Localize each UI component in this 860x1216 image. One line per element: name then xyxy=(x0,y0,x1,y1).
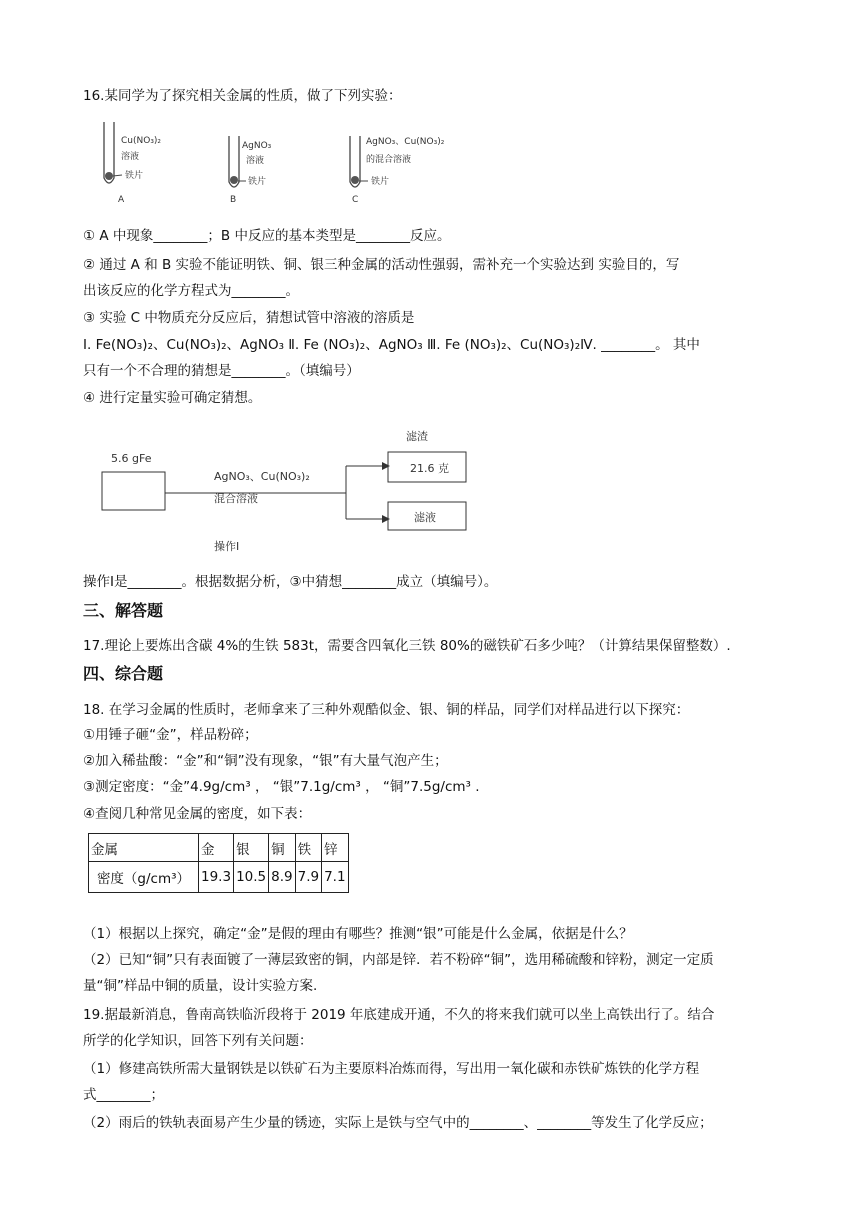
flow-residue-title: 滤渣 xyxy=(406,430,428,443)
tube-b-letter: B xyxy=(230,195,237,205)
filtration-flow-diagram xyxy=(96,422,476,562)
q18-step3: ③测定密度：“金”4.9g/cm³ ， “银”7.1g/cm³ ， “铜”7.5g/cm³ . xyxy=(83,779,480,795)
tube-b-label-1: AgNO₃ xyxy=(242,141,272,151)
table-row xyxy=(89,834,349,862)
tube-b xyxy=(229,136,272,205)
tube-c-label-2: 的混合溶液 xyxy=(366,155,412,165)
table-cell: 铁 xyxy=(295,834,321,862)
table-row xyxy=(89,862,349,893)
flow-operation: 操作Ⅰ xyxy=(214,540,240,553)
q19-question1b: 式________； xyxy=(83,1087,164,1103)
table-cell: 金属 xyxy=(89,834,199,862)
table-cell: 金 xyxy=(199,834,234,862)
flow-fe-label: 5.6 gFe xyxy=(111,452,152,465)
tube-c xyxy=(350,136,445,205)
table-cell: 7.1 xyxy=(322,862,348,893)
flow-residue-value: 21.6 克 xyxy=(410,462,449,475)
q17-text: 17.理论上要炼出含碳 4%的生铁 583t，需要含四氧化三铁 80%的磁铁矿石多少吨？（计算结果保留整数）. xyxy=(83,638,731,654)
q16-part3b: Ⅰ. Fe(NO₃)₂、Cu(NO₃)₂、AgNO₃ Ⅱ. Fe (NO₃)₂、AgNO₃ Ⅲ. Fe (NO₃)₂、Cu(NO₃)₂Ⅳ. ________。 其中 xyxy=(83,337,700,353)
tube-a-metal: 铁片 xyxy=(125,171,144,181)
tube-c-label-1: AgNO₃、Cu(NO₃)₂ xyxy=(366,137,445,147)
flow-beaker-box xyxy=(102,472,165,510)
flow-filtrate: 滤液 xyxy=(414,511,436,524)
table-cell: 银 xyxy=(234,834,269,862)
q19-question1a: （1）修建高铁所需大量钢铁是以铁矿石为主要原料冶炼而得，写出用一氧化碳和赤铁矿炼铁的化学方程 xyxy=(83,1061,700,1077)
table-cell: 锌 xyxy=(322,834,348,862)
flow-solution-line2: 混合溶液 xyxy=(214,492,258,505)
q16-part3c: 只有一个不合理的猜想是________。（填编号） xyxy=(83,363,360,379)
q18-step1: ①用锤子砸“金”，样品粉碎； xyxy=(83,727,258,743)
tube-b-label-2: 溶液 xyxy=(246,156,265,166)
section-3-heading: 三、解答题 xyxy=(83,601,164,620)
table-cell: 8.9 xyxy=(269,862,295,893)
tube-c-letter: C xyxy=(352,195,359,205)
table-cell: 19.3 xyxy=(199,862,234,893)
q18-intro: 18. 在学习金属的性质时，老师拿来了三种外观酷似金、银、铜的样品，同学们对样品进行以下探究： xyxy=(83,702,690,718)
table-cell: 7.9 xyxy=(295,862,321,893)
q19-intro1: 19.据最新消息，鲁南高铁临沂段将于 2019 年底建成开通，不久的将来我们就可以坐上高铁出行了。结合 xyxy=(83,1007,715,1023)
q18-question2a: （2）已知“铜”只有表面镀了一薄层致密的铜，内部是锌．若不粉碎“铜”，选用稀硫酸和锌粉，测定一定质 xyxy=(83,952,714,968)
q16-part3a: ③ 实验 C 中物质充分反应后，猜想试管中溶液的溶质是 xyxy=(83,310,415,326)
q19-intro2: 所学的化学知识，回答下列有关问题： xyxy=(83,1033,313,1049)
q16-part4: ④ 进行定量实验可确定猜想。 xyxy=(83,390,262,406)
tube-a-label-1: Cu(NO₃)₂ xyxy=(121,136,162,146)
q16-part5: 操作Ⅰ是________。根据数据分析，③中猜想________成立（填编号）。 xyxy=(83,574,498,590)
q16-intro: 16.某同学为了探究相关金属的性质，做了下列实验： xyxy=(83,88,402,104)
q16-part2b: 出该反应的化学方程式为________。 xyxy=(83,283,299,299)
q18-question1: （1）根据以上探究，确定“金”是假的理由有哪些？推测“银”可能是什么金属，依据是什么？ xyxy=(83,926,633,942)
table-cell: 铜 xyxy=(269,834,295,862)
q18-step2: ②加入稀盐酸：“金”和“铜”没有现象，“银”有大量气泡产生； xyxy=(83,753,448,769)
q18-step4: ④查阅几种常见金属的密度，如下表： xyxy=(83,806,312,822)
table-cell: 密度（g/cm³） xyxy=(89,862,199,893)
tube-a-letter: A xyxy=(118,195,125,205)
q18-question2b: 量“铜”样品中铜的质量，设计实验方案. xyxy=(83,978,318,994)
tube-a-label-2: 溶液 xyxy=(121,152,140,162)
tube-a xyxy=(104,122,161,205)
q16-part1: ① A 中现象________；B 中反应的基本类型是________反应。 xyxy=(83,228,451,244)
tube-b-metal: 铁片 xyxy=(248,177,267,187)
section-4-heading: 四、综合题 xyxy=(83,664,164,683)
test-tubes-figure xyxy=(96,118,466,208)
tube-c-metal: 铁片 xyxy=(371,177,390,187)
q19-question2: （2）雨后的铁轨表面易产生少量的锈迹，实际上是铁与空气中的________、________等发生了化学反应； xyxy=(83,1115,713,1131)
density-table xyxy=(88,833,349,893)
flow-solution-line1: AgNO₃、Cu(NO₃)₂ xyxy=(214,470,310,483)
table-cell: 10.5 xyxy=(234,862,269,893)
q16-part2a: ② 通过 A 和 B 实验不能证明铁、铜、银三种金属的活动性强弱，需补充一个实验达到 实验目的，写 xyxy=(83,257,680,273)
